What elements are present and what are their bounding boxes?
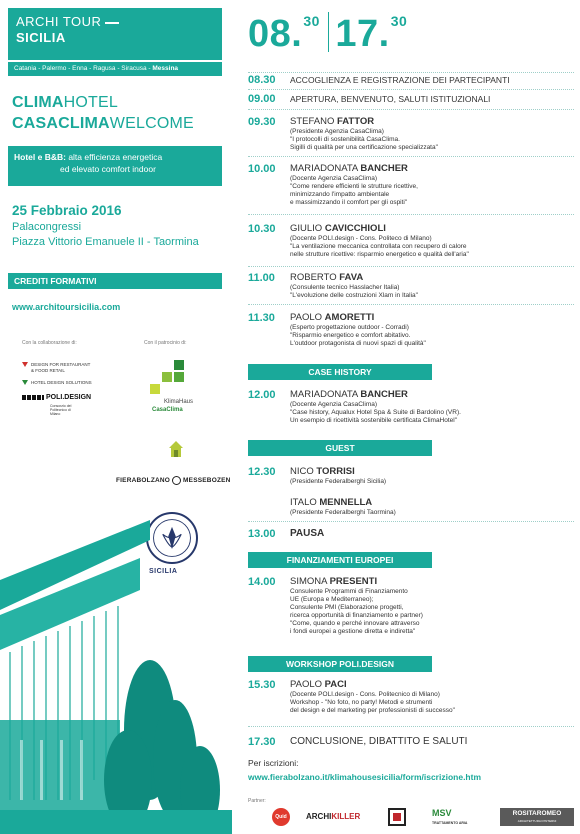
tour-banner (8, 8, 222, 60)
speaker-first: GIULIO (290, 223, 325, 234)
dash-icon (105, 22, 119, 24)
federalberghi-sicilia-label: SICILIA (149, 568, 178, 575)
item-time: 09.30 (248, 116, 276, 128)
item-time: 10.00 (248, 163, 276, 175)
section-finanziamenti: FINANZIAMENTI EUROPEI (248, 552, 432, 568)
item-time: 15.30 (248, 679, 276, 691)
venue-address: Piazza Vittorio Emanuele II - Taormina (12, 236, 199, 248)
hds-label: HOTEL DESIGN SOLUTIONS (31, 380, 92, 385)
rosita-sub: ARCHITETTURA D'INTERNI (517, 819, 557, 823)
item-text: PAUSA (290, 528, 325, 539)
casaclima-label: CasaClima (152, 407, 183, 413)
partner-logos (270, 808, 576, 828)
speaker-first: ITALO (290, 497, 320, 508)
dfr-line2: & FOOD RETAIL (31, 368, 65, 373)
house-icon (168, 440, 184, 458)
crediti-banner: CREDITI FORMATIVI (8, 273, 222, 289)
title-climahotel-bold: CLIMA (12, 94, 64, 111)
item-time: 17.30 (248, 736, 276, 748)
patronage-label: Con il patrocinio di: (144, 340, 187, 346)
klimahaus-logo (152, 398, 193, 414)
speaker-last: BANCHER (360, 389, 408, 400)
tour-title: ARCHI TOUR (16, 14, 102, 29)
speaker-first: STEFANO (290, 116, 337, 127)
event-venue (12, 220, 199, 250)
design-for-restaurant-logo (22, 362, 90, 374)
item-detail: (Presidente Agenzia CasaClima) "I protocolli di sostenibilità CasaClima. Sigilli di qualità per una certificazione specializzata" (290, 128, 438, 151)
speaker-first: PAOLO (290, 679, 325, 690)
section-guest: GUEST (248, 440, 432, 456)
speaker-last: MENNELLA (319, 497, 373, 508)
green-triangle-icon (22, 380, 28, 385)
rosita-text: ROSITAROMEO (512, 810, 562, 817)
venue-name: Palacongressi (12, 221, 82, 233)
fierabolzano-label: FIERABOLZANO (116, 477, 171, 485)
item-text: APERTURA, BENVENUTO, SALUTI ISTITUZIONALI (290, 94, 491, 104)
title-casaclima-rest: WELCOME (109, 115, 194, 132)
archi-text: ARCHI (306, 812, 332, 821)
item-time: 11.00 (248, 272, 275, 284)
section-workshop: WORKSHOP POLI.DESIGN (248, 656, 432, 672)
item-detail: (Presidente Federalberghi Sicilia) (290, 478, 387, 485)
cities-list: Catania - Palermo - Enna - Ragusa - Siracusa - (14, 65, 153, 72)
rositaromeo-logo (500, 808, 574, 826)
messebozen-label: MESSEBOZEN (183, 477, 231, 485)
msv-logo (432, 808, 467, 828)
speaker-last: AMORETTI (324, 312, 375, 323)
msv-text: MSV (432, 808, 452, 818)
end-hour: 17. (335, 13, 390, 55)
polidesign-bars-icon (22, 395, 44, 400)
item-detail: (Docente Agenzia CasaClima) "Case history, Aqualux Hotel Spa & Suite di Bardolino (VR). Un esempio di ricettività sostenibile certificata ClimaHotel" (290, 401, 461, 424)
event-title (12, 92, 194, 134)
subtitle-bold: Hotel e B&B: (14, 152, 66, 162)
item-detail: Consulente Programmi di Finanziamento UE (Europa e Mediterraneo); Consulente PMI (Elaborazione progetti, ricerca opportunità di finanziamento e partner) "Come, quando e perché innovare attraverso i fondi europei a gestione diretta e indiretta" (290, 588, 423, 635)
website-link[interactable]: www.architoursicilia.com (12, 302, 121, 312)
speaker-last: PACI (324, 679, 347, 690)
subtitle-line2: ed elevato comfort indoor (60, 164, 156, 174)
archikiller-logo (306, 812, 360, 821)
speaker-first: SIMONA (290, 576, 330, 587)
left-column (0, 0, 232, 834)
item-detail: (Docente POLI.design - Cons. Politecnico di Milano) Workshop - "No foto, no party! Metodi e strumenti del design e del marketing per professionisti di successo" (290, 691, 455, 714)
quid-logo: Quid (272, 808, 290, 826)
hotel-design-logo (22, 380, 92, 385)
speaker-first: NICO (290, 466, 317, 477)
partner-label: Partner: (248, 798, 266, 804)
speaker-last: TORRISI (316, 466, 355, 477)
item-time: 13.00 (248, 528, 276, 540)
msv-sub: TRATTAMENTO ARIA (432, 821, 468, 825)
dfr-line1: DESIGN FOR RESTAURANT (31, 362, 91, 367)
title-climahotel-rest: HOTEL (63, 94, 118, 111)
item-detail: (Esperto progettazione outdoor - Corradi) "Risparmio energetico e comfort abitativo. L'outdoor protagonista di nuovi spazi di qualità" (290, 324, 426, 347)
item-time: 08.30 (248, 74, 276, 86)
klimahaus-label: KlimaHaus (164, 399, 194, 405)
polidesign-logo (22, 394, 92, 416)
speaker-first: PAOLO (290, 312, 325, 323)
klimahaus-squares-icon (150, 360, 190, 400)
item-time: 14.00 (248, 576, 276, 588)
polidesign-sub: Consorzio del Politecnico di Milano (50, 404, 72, 416)
item-time: 12.00 (248, 389, 276, 401)
building-illustration (0, 520, 232, 834)
start-hour: 08. (248, 13, 303, 55)
speaker-first: MARIADONATA (290, 163, 361, 174)
registration-link[interactable]: www.fierabolzano.it/klimahousesicilia/form/iscrizione.htm (248, 772, 482, 782)
speaker-last: FATTOR (336, 116, 375, 127)
registration-label: Per iscrizioni: (248, 758, 299, 768)
item-time: 12.30 (248, 466, 276, 478)
bracket-logo-icon (388, 808, 406, 826)
cities-bar (8, 62, 222, 76)
item-time: 09.00 (248, 93, 276, 105)
speaker-last: FAVA (339, 272, 364, 283)
item-detail: (Presidente Federalberghi Taormina) (290, 509, 396, 516)
item-time: 10.30 (248, 223, 276, 235)
section-case-history: CASE HISTORY (248, 364, 432, 380)
item-detail: (Docente POLI.design - Cons. Politeco di Milano) "La ventilazione meccanica controllata con recupero di calore nelle strutture ricettive: risparmio energetico e qualità dell'aria" (290, 235, 469, 258)
item-detail: (Docente Agenzia CasaClima) "Come rendere efficienti le strutture ricettive, minimizzando l'impatto ambientale e massimizzando il comfort per gli ospiti" (290, 175, 418, 206)
item-detail: (Consulente tecnico Hasslacher Italia) "L'evoluzione delle costruzioni Xlam in Italia" (290, 284, 418, 299)
fierabolzano-logo (116, 476, 231, 485)
tour-region: SICILIA (16, 30, 66, 45)
speaker-last: CAVICCHIOLI (324, 223, 386, 234)
event-subtitle (8, 146, 222, 186)
speaker-first: MARIADONATA (290, 389, 361, 400)
title-casaclima-bold: CASACLIMA (12, 115, 110, 132)
subtitle-rest: alta efficienza energetica (65, 152, 163, 162)
schedule-hours (248, 12, 407, 56)
killer-text: KILLER (331, 812, 361, 821)
event-date: 25 Febbraio 2016 (12, 203, 122, 218)
speaker-last: PRESENTI (329, 576, 378, 587)
hours-separator (328, 12, 330, 52)
speaker-last: BANCHER (360, 163, 408, 174)
item-time: 11.30 (248, 312, 275, 324)
cities-last: Messina (152, 65, 179, 72)
end-minutes: 30 (390, 13, 408, 29)
collab-label: Con la collaborazione di: (22, 340, 77, 346)
item-text: CONCLUSIONE, DIBATTITO E SALUTI (290, 736, 468, 747)
polidesign-label: POLI.DESIGN (46, 394, 92, 401)
speaker-first: ROBERTO (290, 272, 340, 283)
item-text: ACCOGLIENZA E REGISTRAZIONE DEI PARTECIPANTI (290, 75, 510, 85)
fiera-circle-icon (172, 476, 181, 485)
red-triangle-icon (22, 362, 28, 367)
start-minutes: 30 (303, 13, 320, 29)
